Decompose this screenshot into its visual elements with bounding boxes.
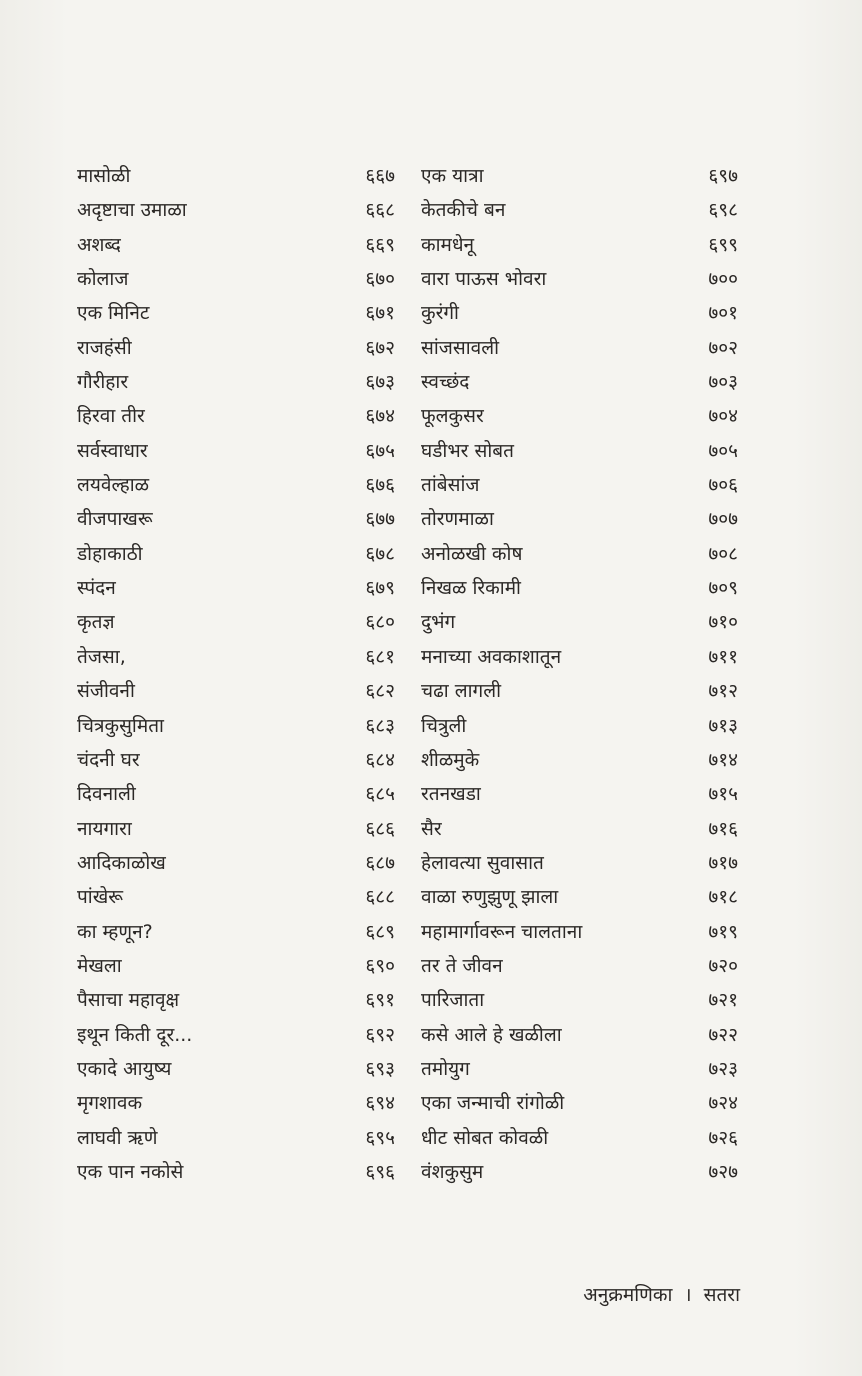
toc-right-title: एक यात्रा: [421, 165, 484, 187]
toc-left-title: लाघवी ऋणे: [77, 1126, 158, 1149]
toc-row: [0, 571, 862, 605]
toc-left-title: वीजपाखरू: [77, 508, 153, 531]
toc-left-page-number: ६८७: [365, 851, 395, 874]
toc-left-page-number: ६८८: [365, 886, 395, 909]
toc-left-page-number: ६७४: [365, 405, 395, 428]
toc-left-title: एक मिनिट: [77, 302, 150, 325]
toc-right-page-number: ७१८: [708, 886, 738, 909]
toc-left-page-number: ६८०: [365, 611, 395, 634]
toc-right-page-number: ७०५: [708, 439, 738, 462]
toc-right-title: कुरंगी: [421, 302, 459, 325]
toc-row: [0, 1086, 862, 1120]
toc-left-title: लयवेल्हाळ: [77, 474, 150, 497]
toc-right-page-number: ७०३: [708, 371, 738, 394]
toc-left-title: हिरवा तीर: [77, 405, 145, 428]
toc-left-page-number: ६७८: [365, 542, 395, 565]
toc-right-title: महामार्गावरून चालताना: [421, 920, 583, 943]
toc-right-page-number: ७०७: [708, 508, 738, 531]
toc-left-page-number: ६७०: [365, 268, 395, 291]
toc-left-page-number: ६८३: [365, 714, 395, 737]
toc-right-page-number: ७१२: [708, 680, 738, 703]
toc-right-page-number: ७१४: [708, 748, 738, 771]
toc-right-page-number: ७१५: [708, 783, 738, 806]
toc-left-title: संजीवनी: [77, 680, 135, 703]
toc-row: [0, 605, 862, 639]
toc-left-page-number: ६६८: [365, 199, 395, 222]
toc-right-title: निखळ रिकामी: [421, 577, 521, 600]
toc-left-page-number: ६८१: [365, 645, 395, 668]
toc-row: [0, 640, 862, 674]
toc-right-title: तोरणमाळा: [421, 508, 494, 531]
toc-right-title: वंशकुसुम: [421, 1160, 484, 1183]
toc-left-title: पैसाचा महावृक्ष: [77, 989, 180, 1012]
toc-left-title: एक पान नकोसे: [77, 1160, 184, 1183]
toc-left-page-number: ६९६: [365, 1160, 395, 1183]
toc-left-title: दिवनाली: [77, 783, 136, 806]
toc-row: [0, 262, 862, 296]
toc-right-page-number: ७०१: [708, 302, 738, 325]
toc-left-page-number: ६९५: [365, 1126, 395, 1149]
toc-row: [0, 709, 862, 743]
toc-right-page-number: ७२३: [708, 1057, 738, 1080]
toc-left-page-number: ६९२: [365, 1023, 395, 1046]
toc-left-title: का म्हणून?: [77, 920, 153, 943]
toc-row: [0, 502, 862, 536]
toc-row: [0, 949, 862, 983]
toc-right-title: हेलावत्या सुवासात: [421, 851, 544, 874]
toc-row: [0, 159, 862, 193]
toc-right-title: कामधेनू: [421, 233, 475, 256]
footer-section-title: अनुक्रमणिका: [583, 1284, 673, 1306]
toc-right-title: वारा पाऊस भोवरा: [421, 268, 547, 291]
toc-left-title: मासोळी: [77, 165, 131, 187]
toc-right-title: दुभंग: [421, 611, 456, 634]
toc-right-title: तांबेसांज: [421, 474, 480, 497]
toc-right-title: सांजसावली: [421, 336, 499, 359]
toc-row: [0, 743, 862, 777]
toc-right-title: वाळा रुणुझुणू झाला: [421, 886, 559, 909]
toc-left-title: स्पंदन: [77, 577, 116, 600]
toc-left-title: तेजसा,: [77, 645, 126, 668]
toc-row: [0, 537, 862, 571]
toc-left-page-number: ६७९: [365, 577, 395, 600]
toc-right-title: रतनखडा: [421, 783, 481, 806]
toc-left-title: राजहंसी: [77, 336, 132, 359]
toc-left-page-number: ६६७: [365, 165, 395, 187]
toc-left-page-number: ६८६: [365, 817, 395, 840]
toc-row: [0, 365, 862, 399]
toc-left-page-number: ६८९: [365, 920, 395, 943]
toc-right-title: अनोळखी कोष: [421, 542, 523, 565]
toc-row: [0, 983, 862, 1017]
toc-right-page-number: ७२२: [708, 1023, 738, 1046]
footer-page-number: सतरा: [703, 1284, 740, 1306]
toc-right-title: पारिजाता: [421, 989, 485, 1012]
toc-right-title: केतकीचे बन: [421, 199, 506, 222]
toc-right-title: एका जन्माची रांगोळी: [421, 1092, 565, 1115]
toc-right-page-number: ७११: [708, 645, 738, 668]
toc-left-page-number: ६९१: [365, 989, 395, 1012]
toc-left-title: नायगारा: [77, 817, 132, 840]
toc-right-page-number: ७०२: [708, 336, 738, 359]
toc-right-title: चढा लागली: [421, 680, 502, 703]
toc-left-title: सर्वस्वाधार: [77, 439, 148, 462]
toc-right-title: शीळमुके: [421, 748, 480, 771]
footer-separator: ।: [684, 1284, 692, 1306]
toc-right-page-number: ७१७: [708, 851, 738, 874]
toc-left-page-number: ६६९: [365, 233, 395, 256]
toc-right-page-number: ७१९: [708, 920, 738, 943]
toc-right-page-number: ६९८: [708, 199, 738, 222]
toc-row: [0, 880, 862, 914]
toc-left-title: पांखेरू: [77, 886, 124, 909]
toc-left-title: चित्रकुसुमिता: [77, 714, 164, 737]
toc-row: [0, 1155, 862, 1189]
toc-right-page-number: ७००: [708, 268, 738, 291]
toc-left-page-number: ६९३: [365, 1057, 395, 1080]
toc-row: [0, 1052, 862, 1086]
toc-right-title: मनाच्या अवकाशातून: [421, 645, 562, 668]
toc-right-title: सैर: [421, 817, 442, 840]
toc-right-page-number: ७२६: [708, 1126, 738, 1149]
toc-right-page-number: ६९९: [708, 233, 738, 256]
toc-left-title: एकादे आयुष्य: [77, 1057, 172, 1080]
toc-row: [0, 434, 862, 468]
toc-row: [0, 331, 862, 365]
toc-left-page-number: ६८४: [365, 748, 395, 771]
toc-left-title: आदिकाळोख: [77, 851, 166, 874]
toc-right-page-number: ७२१: [708, 989, 738, 1012]
toc-row: [0, 674, 862, 708]
toc-right-title: तमोयुग: [421, 1057, 470, 1080]
toc-right-title: चित्रुली: [421, 714, 467, 737]
toc-left-title: गौरीहार: [77, 371, 129, 394]
toc-left-page-number: ६७१: [365, 302, 395, 325]
toc-right-page-number: ६९७: [708, 165, 738, 187]
toc-left-page-number: ६९४: [365, 1092, 395, 1115]
toc-right-page-number: ७२४: [708, 1092, 738, 1115]
toc-left-page-number: ६८२: [365, 680, 395, 703]
toc-left-title: कोलाज: [77, 268, 129, 291]
toc-row: [0, 1018, 862, 1052]
toc-right-page-number: ७१६: [708, 817, 738, 840]
toc-right-page-number: ७२०: [708, 954, 738, 977]
toc-right-title: तर ते जीवन: [421, 954, 503, 977]
page-footer: [583, 1281, 740, 1307]
toc-left-title: चंदनी घर: [77, 748, 140, 771]
toc-left-page-number: ६७३: [365, 371, 395, 394]
toc-row: [0, 399, 862, 433]
toc-row: [0, 296, 862, 330]
toc-left-title: मेखला: [77, 954, 122, 977]
toc-row: [0, 468, 862, 502]
table-of-contents: [0, 159, 862, 1189]
toc-left-title: अशब्द: [77, 233, 121, 256]
toc-right-title: घडीभर सोबत: [421, 439, 514, 462]
toc-right-page-number: ७०९: [708, 577, 738, 600]
toc-row: [0, 1121, 862, 1155]
toc-left-page-number: ६७६: [365, 474, 395, 497]
toc-right-page-number: ७१३: [708, 714, 738, 737]
toc-row: [0, 193, 862, 227]
toc-right-title: फूलकुसर: [421, 405, 484, 428]
toc-row: [0, 915, 862, 949]
toc-left-page-number: ६९०: [365, 954, 395, 977]
toc-right-page-number: ७१०: [708, 611, 738, 634]
toc-left-title: डोहाकाठी: [77, 542, 143, 565]
toc-right-page-number: ७०४: [708, 405, 738, 428]
toc-right-title: कसे आले हे खळीला: [421, 1023, 562, 1046]
toc-left-title: अदृष्टाचा उमाळा: [77, 199, 187, 222]
toc-row: [0, 777, 862, 811]
toc-right-title: धीट सोबत कोवळी: [421, 1126, 549, 1149]
toc-right-page-number: ७२७: [708, 1160, 738, 1183]
toc-row: [0, 846, 862, 880]
toc-left-title: मृगशावक: [77, 1092, 143, 1115]
toc-left-page-number: ६७७: [365, 508, 395, 531]
toc-row: [0, 228, 862, 262]
toc-left-title: इथून किती दूर...: [77, 1023, 193, 1046]
toc-right-page-number: ७०६: [708, 474, 738, 497]
toc-right-title: स्वच्छंद: [421, 371, 470, 394]
toc-right-page-number: ७०८: [708, 542, 738, 565]
toc-left-page-number: ६८५: [365, 783, 395, 806]
toc-left-title: कृतज्ञ: [77, 611, 115, 634]
toc-row: [0, 812, 862, 846]
toc-left-page-number: ६७२: [365, 336, 395, 359]
toc-left-page-number: ६७५: [365, 439, 395, 462]
